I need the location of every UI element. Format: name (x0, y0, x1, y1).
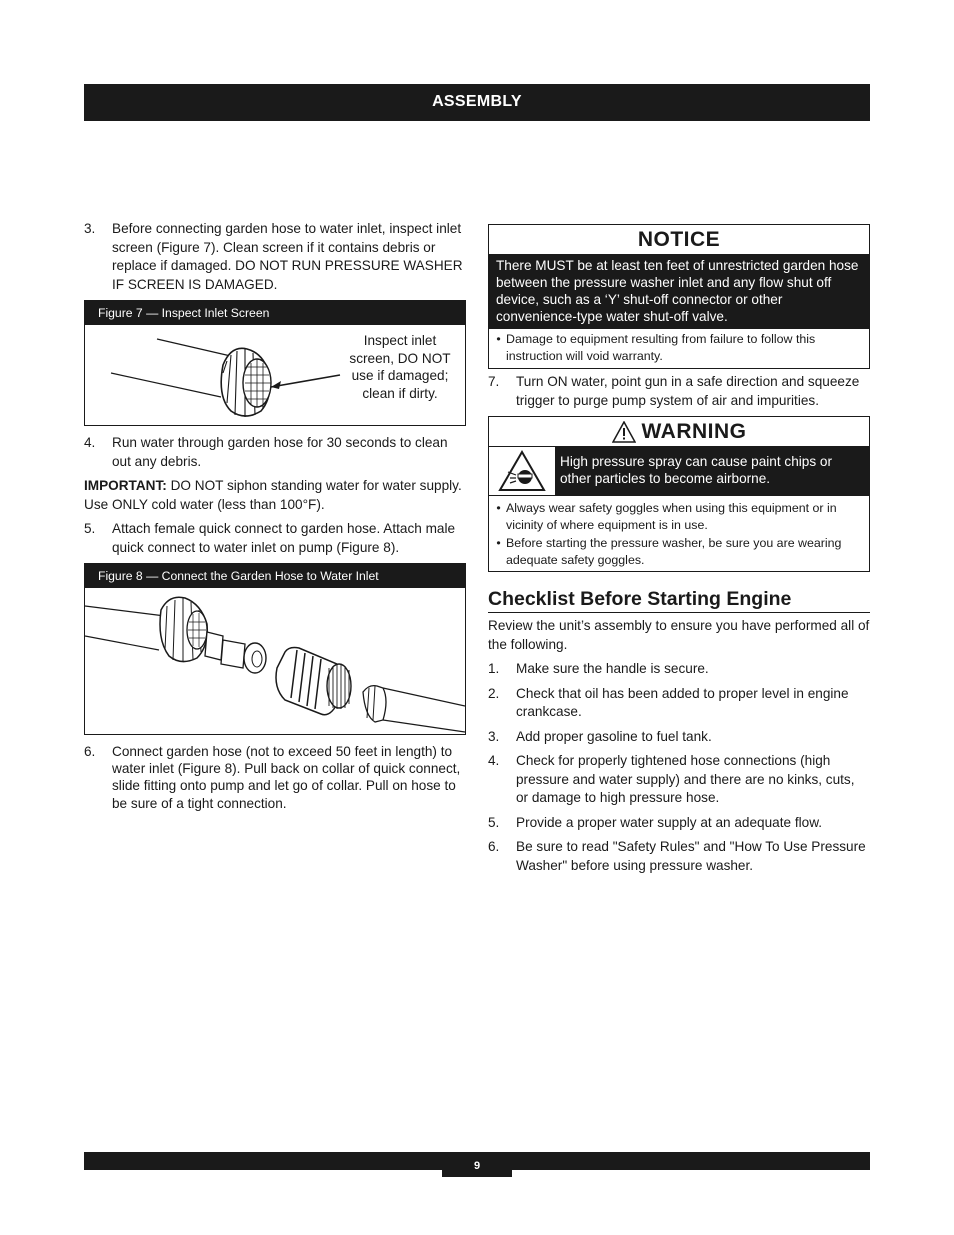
step-number: 6. (84, 744, 96, 759)
step-text: Before connecting garden hose to water inlet, inspect inlet screen (Figure 7). Clean screen if it contains debris or replace if damaged. DO NOT RUN PRESSURE WASHER IF SCREEN IS DAMAGED. (112, 221, 463, 292)
step-number: 5. (488, 814, 500, 830)
step-number: 2. (488, 685, 500, 701)
step-text: Run water through garden hose for 30 seconds to clean out any debris. (112, 435, 448, 469)
step-3 (84, 220, 466, 294)
step-text: Connect garden hose (not to exceed 50 feet in length) to water inlet (Figure 8). Pull back on collar of quick connect, slide fitting onto pump and let go of collar. Pull on hose to be sure of a tight connection. (112, 744, 461, 811)
step-number: 3. (84, 221, 96, 236)
section-header: ASSEMBLY (84, 84, 870, 121)
notice-box (488, 224, 870, 369)
warning-title: WARNING (641, 420, 747, 443)
step-text: Attach female quick connect to garden hose. Attach male quick connect to water inlet on pump (Figure 8). (112, 521, 456, 555)
bullet-icon: • (496, 501, 501, 515)
figure-8 (84, 563, 466, 735)
step-text: Check that oil has been added to proper level in engine crankcase. (516, 685, 849, 719)
step-text: Make sure the handle is secure. (516, 661, 709, 676)
important-label: IMPORTANT: (84, 478, 167, 493)
warning-triangle-icon (612, 421, 636, 443)
checklist-item (488, 660, 870, 679)
notice-bullet-text: Damage to equipment resulting from failure to follow this instruction will void warranty. (506, 332, 816, 363)
important-text: DO NOT siphon standing water for water supply. Use ONLY cold water (less than 100°F). (84, 478, 462, 512)
figure-7 (84, 300, 466, 426)
warning-bullet (489, 498, 869, 533)
warning-header (489, 417, 869, 447)
checklist-item (488, 814, 870, 833)
step-number: 5. (84, 521, 96, 536)
figure-7-note: Inspect inlet screen, DO NOT use if damaged; clean if dirty. (349, 333, 451, 401)
checklist-item (488, 728, 870, 747)
step-text: Add proper gasoline to fuel tank. (516, 728, 712, 744)
step-text: Turn ON water, point gun in a safe direction and squeeze trigger to purge pump system of air and impurities. (516, 374, 860, 408)
step-4 (84, 434, 466, 471)
checklist-heading: Checklist Before Starting Engine (488, 586, 870, 613)
figure-caption: Figure 7 — Inspect Inlet Screen (85, 301, 465, 325)
page-number: 9 (442, 1152, 512, 1177)
left-column (84, 220, 466, 818)
notice-body: There MUST be at least ten feet of unrestricted garden hose between the pressure washer inlet and any flow shut off device, such as a ‘Y’ shut-off connector or other convenience-type water shut-off valve. (489, 255, 869, 329)
flying-debris-hazard-icon (489, 447, 556, 496)
checklist-item (488, 752, 870, 808)
step-number: 1. (488, 661, 500, 676)
figure-8-illustration (85, 588, 465, 734)
figure-7-illustration (85, 325, 465, 425)
step-number: 6. (488, 839, 500, 854)
step-text: Provide a proper water supply at an adequate flow. (516, 814, 823, 830)
warning-box (488, 416, 870, 572)
notice-bullet (489, 329, 869, 368)
warning-bullet-text: Always wear safety goggles when using this equipment or in vicinity of where equipment is in use. (506, 501, 837, 532)
step-text: Check for properly tightened hose connections (high pressure and water supply) and there are no kinks, cuts, or damage to high pressure hose. (516, 753, 855, 805)
important-note (84, 477, 466, 514)
right-column (488, 224, 870, 881)
step-number: 7. (488, 374, 500, 389)
checklist-item (488, 838, 870, 875)
checklist-intro: Review the unit’s assembly to ensure you have performed all of the following. (488, 618, 870, 652)
bullet-icon: • (496, 332, 501, 346)
step-text: Be sure to read "Safety Rules" and "How To Use Pressure Washer" before using pressure washer. (516, 839, 866, 873)
step-number: 4. (488, 753, 500, 768)
step-number: 4. (84, 435, 96, 450)
hose-connection-drawing (85, 588, 465, 734)
warning-message-row (489, 447, 869, 496)
figure-caption: Figure 8 — Connect the Garden Hose to Water Inlet (85, 564, 465, 588)
step-5 (84, 520, 466, 557)
step-number: 3. (488, 728, 500, 744)
checklist-item (488, 685, 870, 722)
warning-bullet-text: Before starting the pressure washer, be sure you are wearing adequate safety goggles. (506, 536, 842, 567)
notice-title: NOTICE (489, 225, 869, 255)
warning-text: High pressure spray can cause paint chips or other particles to become airborne. (556, 447, 869, 496)
step-7 (488, 373, 870, 410)
bullet-icon: • (496, 536, 501, 550)
step-6 (84, 743, 466, 812)
warning-bullet (489, 533, 869, 568)
warning-bullets (489, 496, 869, 571)
